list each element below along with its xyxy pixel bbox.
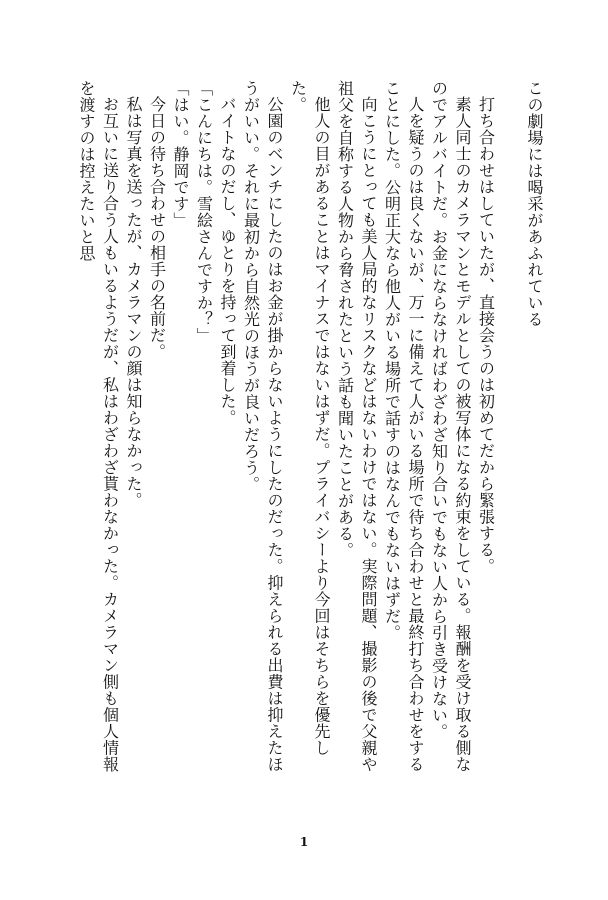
paragraph-3: 人を疑うのは良くないが、万一に備えて人がいる場所で待ち合わせと最終打ち合わせをすることにした。公明正大なら他人がいる場所で話すのはなんでもないはずだ。 <box>382 80 425 773</box>
dialogue-line-1: 「こんにちは。雪絵さんですか？」 <box>194 80 214 344</box>
paragraph-5: 他人の目があることはマイナスではないはずだ。プライバシーより今回はそちらを優先した。 <box>288 80 331 756</box>
dialogue-line-2: 「はい。静岡です」 <box>171 80 190 229</box>
vertical-text-block <box>75 80 547 780</box>
chapter-title: この劇場には喝采があふれている <box>525 80 544 328</box>
page-number: 1 <box>299 835 309 849</box>
paragraph-2: 素人同士のカメラマンとモデルとしての被写体になる約束をしている。報酬を受け取る側なのでアルバイトだ。お金にならなければわざわざ知り合いでもない人から引き受けない。 <box>429 80 472 773</box>
paragraph-6: 公園のベンチにしたのはお金が掛からないようにしたのだった。抑えられる出費は抑えたほうがいい。それに最初から自然光のほうが良いだろう。 <box>241 80 284 773</box>
paragraph-9: 私は写真を送ったが、カメラマンの顔は知らなかった。 <box>124 96 143 509</box>
paragraph-7: バイトなのだし、ゆとりを持って到着した。 <box>218 96 237 426</box>
paragraph-1: 打ち合わせはしていたが、直接会うのは初めてだから緊張する。 <box>476 96 496 575</box>
paragraph-10: お互いに送り合う人もいるようだが、私はわざわざ貰わなかった。カメラマン側も個人情報を渡すのは控えたいと思 <box>77 80 120 773</box>
paragraph-8: 今日の待ち合わせの相手の名前だ。 <box>147 96 167 360</box>
paragraph-4: 向こうにとっても美人局的なリスクなどはないわけではない。実際問題、撮影の後で父親や祖父を自称する人物から脅されたという話も聞いたことがある。 <box>335 80 378 773</box>
